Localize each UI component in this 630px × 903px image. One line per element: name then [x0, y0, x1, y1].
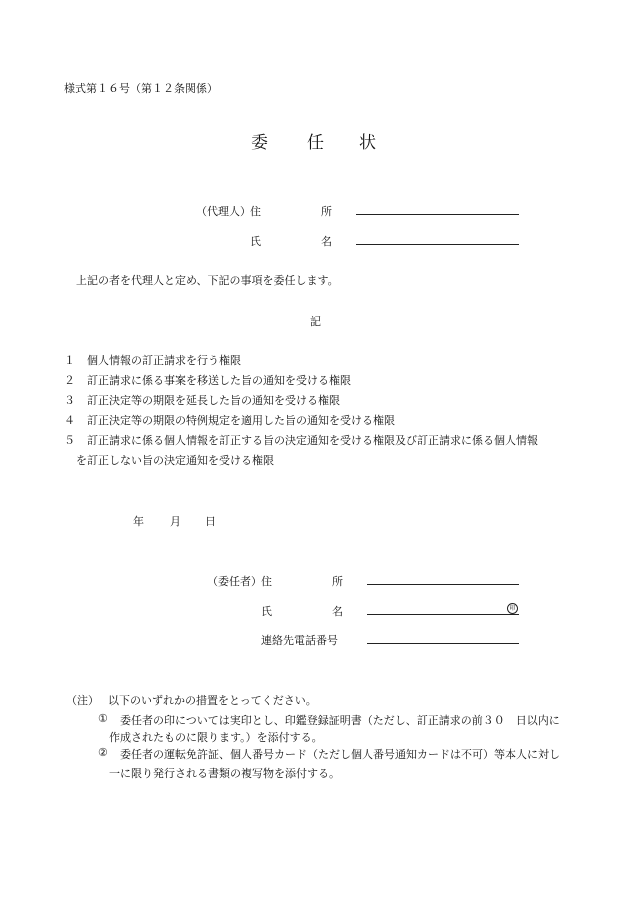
form-number: 様式第１６号（第１２条関係） — [64, 82, 218, 95]
item-4-number: ４ — [64, 414, 75, 427]
principal-address-field[interactable] — [367, 584, 519, 585]
principal-address-label-1: 住 — [261, 575, 272, 588]
note-lead: 以下のいずれかの措置をとってください。 — [108, 694, 317, 707]
principal-name-label-1: 氏 — [261, 605, 272, 618]
principal-phone-label: 連絡先電話番号 — [261, 634, 338, 647]
item-2-text: 訂正請求に係る事案を移送した旨の通知を受ける権限 — [87, 374, 351, 387]
item-2-number: ２ — [64, 374, 75, 387]
note-prefix: （注） — [66, 694, 99, 707]
intro-text: 上記の者を代理人と定め、下記の事項を委任します。 — [76, 274, 339, 287]
item-1-text: 個人情報の訂正請求を行う権限 — [87, 354, 241, 367]
note-1-line-1: 委任者の印については実印とし、印鑑登録証明書（ただし、訂正請求の前３０ 日以内に — [120, 714, 560, 727]
agent-name-label-2: 名 — [321, 235, 332, 248]
date-month-label: 月 — [170, 515, 181, 528]
item-5-text: 訂正請求に係る個人情報を訂正する旨の決定通知を受ける権限及び訂正請求に係る個人情報 — [87, 434, 538, 447]
agent-address-field[interactable] — [356, 214, 519, 215]
note-2-mark: ② — [98, 746, 108, 759]
ki-heading: 記 — [310, 315, 321, 328]
agent-address-label-2: 所 — [321, 205, 332, 218]
note-1-mark: ① — [98, 712, 108, 725]
title-char-2: 任 — [307, 133, 324, 153]
item-4-text: 訂正決定等の期限の特例規定を適用した旨の通知を受ける権限 — [87, 414, 395, 427]
principal-phone-field[interactable] — [367, 643, 519, 644]
principal-address-label-2: 所 — [332, 575, 343, 588]
agent-address-label-1: 住 — [250, 205, 261, 218]
item-3-number: ３ — [64, 394, 75, 407]
item-5-number: ５ — [64, 434, 75, 447]
agent-name-field[interactable] — [356, 244, 519, 245]
principal-name-label-2: 名 — [332, 605, 343, 618]
title-char-3: 状 — [359, 133, 376, 153]
date-year-label: 年 — [133, 515, 144, 528]
item-1-number: １ — [64, 354, 75, 367]
principal-name-field[interactable] — [367, 614, 519, 615]
note-2-line-1: 委任者の運転免許証、個人番号カード（ただし個人番号通知カードは不可）等本人に対し — [120, 748, 560, 761]
note-2-line-2: 一に限り発行される書類の複写物を添付する。 — [109, 767, 340, 780]
document-title — [0, 128, 630, 152]
agent-role-label: （代理人） — [196, 205, 251, 218]
principal-role-label: （委任者） — [207, 575, 262, 588]
date-day-label: 日 — [205, 515, 216, 528]
agent-name-label-1: 氏 — [250, 235, 261, 248]
note-1-line-2: 作成されたものに限ります。）を添付する。 — [109, 731, 323, 744]
seal-mark-icon: 印 — [507, 603, 518, 614]
item-5-text-continuation: を訂正しない旨の決定通知を受ける権限 — [76, 454, 274, 467]
item-3-text: 訂正決定等の期限を延長した旨の通知を受ける権限 — [87, 394, 340, 407]
title-char-1: 委 — [251, 133, 268, 153]
